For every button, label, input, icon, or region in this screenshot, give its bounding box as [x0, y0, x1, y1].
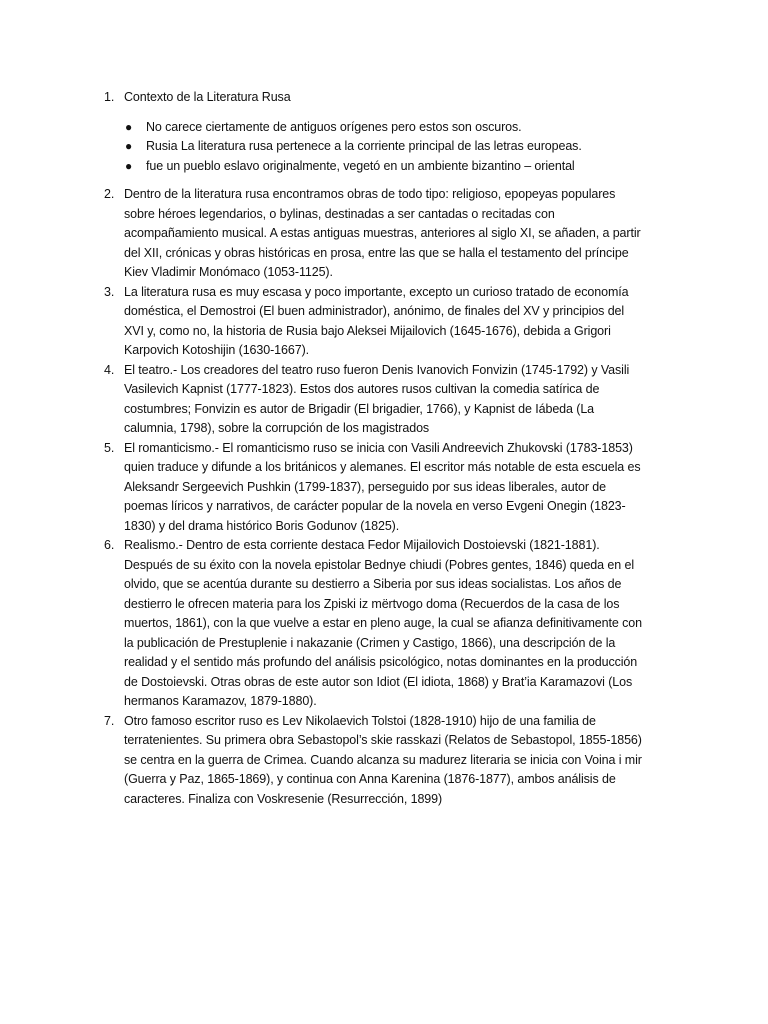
list-item-1 [104, 88, 644, 108]
item-number: 4. [104, 362, 115, 377]
document-body [104, 88, 644, 809]
bullet-text: fue un pueblo eslavo originalmente, vegetó en un ambiente bizantino – oriental [146, 158, 575, 173]
list-item-5 [104, 439, 644, 537]
item-number: 5. [104, 440, 115, 455]
item-number: 1. [104, 90, 115, 104]
item-heading: Contexto de la Literatura Rusa [124, 90, 291, 104]
bullet-icon: ● [125, 158, 133, 173]
bullet-item [104, 157, 644, 177]
list-item-3 [104, 283, 644, 361]
list-item-4 [104, 361, 644, 439]
item-paragraph: El teatro.- Los creadores del teatro ruso fueron Denis Ivanovich Fonvizin (1745-1792) y Vasili Vasilevich Kapnist (1777-1823). Estos dos autores rusos cultivan la comedia satírica de costumbres; Fonvizin es autor de Brigadir (El brigadier, 1766), y Kapnist de Iábeda (La calumnia, 1798), sobre la corrupción de los magistrados [124, 362, 630, 435]
item-paragraph: Realismo.- Dentro de esta corriente destaca Fedor Mijailovich Dostoievski (1821-1881). Después de su éxito con la novela epistolar Bednye chiudi (Pobres gentes, 1846) queda en el olvido, que se acentúa durante su destierro a Siberia por sus ideas socialistas. Los años de destierro le ofrecen materia para los Zpiski iz mërtvogo doma (Recuerdos de la casa de los muertos, 1861), con la que vuelve a estar en pleno auge, la cual se afianza definitivamente con la publicación de Prestuplenie i nakazanie (Crimen y Castigo, 1866), una descripción de la realidad y el sentido más profundo del análisis psicológico, notas dominantes en la producción de Dostoievski. Otras obras de este autor son Idiot (El idiota, 1868) y Brat’ia Karamazovi (Los hermanos Karamazov, 1879-1880). [124, 538, 642, 708]
bullet-text: No carece ciertamente de antiguos orígenes pero estos son oscuros. [146, 119, 522, 134]
list-item-7 [104, 712, 644, 810]
item-number: 3. [104, 284, 115, 299]
item-number: 2. [104, 187, 115, 201]
item-number: 6. [104, 538, 115, 552]
item-paragraph: Otro famoso escritor ruso es Lev Nikolaevich Tolstoi (1828-1910) hijo de una familia de terratenientes. Su primera obra Sebastopol’s skie rasskazi (Relatos de Sebastopol, 1855-1856) se centra en la guerra de Crimea. Cuando alcanza su madurez literaria se inicia con Voina i mir (Guerra y Paz, 1865-1869), y continua con Anna Karenina (1876-1877), ambos análisis de caracteres. Finaliza con Voskresenie (Resurrección, 1899) [124, 713, 642, 806]
item-paragraph: Dentro de la literatura rusa encontramos obras de todo tipo: religioso, epopeyas populares sobre héroes legendarios, o bylinas, destinadas a ser cantadas o recitadas con acompañamiento musical. A estas antiguas muestras, anteriores al siglo XI, se añaden, a partir del XII, crónicas y obras históricas en prosa, entre las que se halla el testamento del príncipe Kiev Vladimir Monómaco (1053-1125). [124, 187, 641, 279]
item-paragraph: El romanticismo.- El romanticismo ruso se inicia con Vasili Andreevich Zhukovski (1783-1853) quien traduce y difunde a los británicos y alemanes. El escritor más notable de esta escuela es Aleksandr Sergeevich Pushkin (1799-1837), perseguido por sus ideas liberales, autor de poemas líricos y narrativos, de carácter popular de la novela en verso Evgeni Onegin (1823-1830) y del drama histórico Boris Godunov (1825). [124, 440, 641, 533]
list-item-6 [104, 536, 644, 712]
item-number: 7. [104, 713, 115, 728]
bullet-icon: ● [125, 119, 133, 134]
list-item-2 [104, 185, 644, 283]
bullet-list [104, 118, 644, 177]
bullet-item [104, 137, 644, 157]
bullet-text: Rusia La literatura rusa pertenece a la corriente principal de las letras europeas. [146, 139, 582, 153]
bullet-item [104, 118, 644, 138]
bullet-icon: ● [125, 139, 133, 153]
item-paragraph: La literatura rusa es muy escasa y poco importante, excepto un curioso tratado de economía doméstica, el Demostroi (El buen administrador), anónimo, de finales del XV y principios del XVI y, como no, la historia de Rusia bajo Aleksei Mijailovich (1645-1676), debida a Grigori Karpovich Kotoshijin (1630-1667). [124, 284, 629, 357]
